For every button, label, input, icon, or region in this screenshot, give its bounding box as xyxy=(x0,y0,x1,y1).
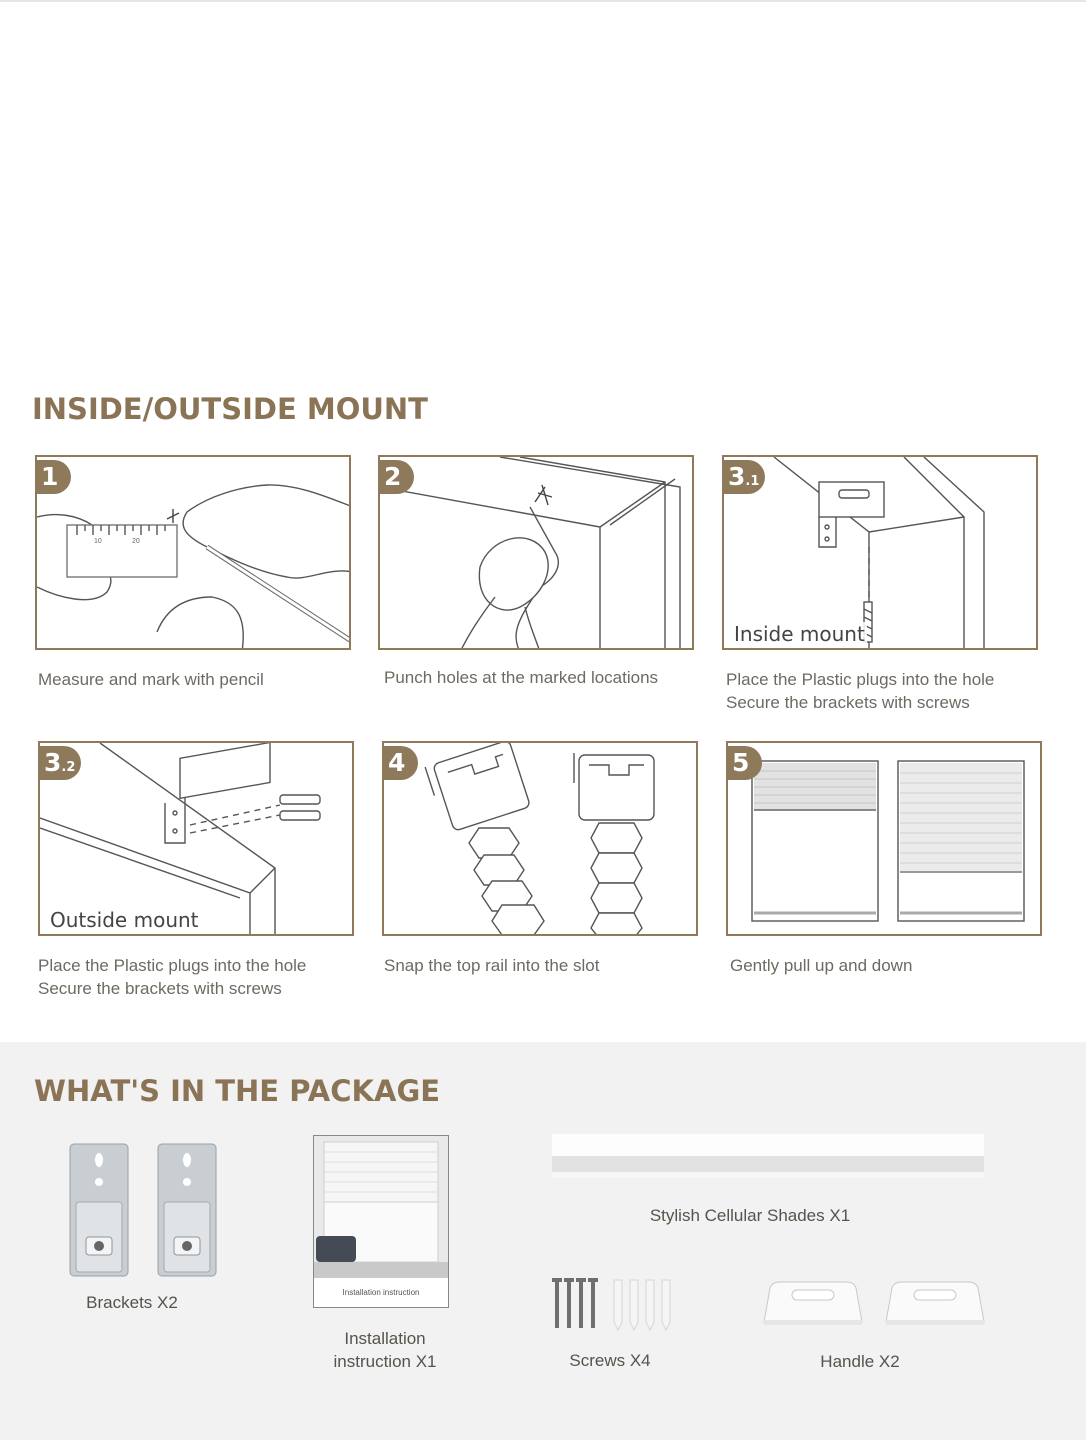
step-1-caption-line: Measure and mark with pencil xyxy=(38,670,264,689)
instruction-label-line-2: instruction X1 xyxy=(333,1352,437,1371)
shade-window-icon xyxy=(752,761,878,921)
step-3-1-badge xyxy=(724,460,765,494)
step-3-1-panel xyxy=(722,455,1038,650)
step-3-2-badge xyxy=(40,746,81,780)
screws-image xyxy=(550,1278,684,1332)
step-2-number: 2 xyxy=(384,462,402,491)
ruler-tick-10: 10 xyxy=(94,538,102,545)
step-2-panel xyxy=(378,455,694,650)
step-5-caption xyxy=(730,954,912,977)
step-1-number: 1 xyxy=(41,462,59,491)
step-5-badge xyxy=(728,746,762,780)
shades-label-text: Stylish Cellular Shades X1 xyxy=(649,1206,851,1225)
step-5-caption-line: Gently pull up and down xyxy=(730,956,913,975)
cellular-shade-image xyxy=(552,1134,984,1182)
booklet-cover-icon xyxy=(314,1136,448,1278)
screws-label-text: Screws X4 xyxy=(569,1351,651,1370)
handle-icon xyxy=(764,1282,862,1325)
step-3-2-number: 3 xyxy=(44,748,62,777)
step-3-1-number: 3 xyxy=(728,462,746,491)
install-title: INSIDE/OUTSIDE MOUNT xyxy=(32,392,428,426)
step-3-1-caption xyxy=(726,668,994,714)
step-4-panel xyxy=(382,741,698,936)
step-4-number: 4 xyxy=(388,748,406,777)
wall-plug-icon xyxy=(614,1280,670,1330)
step-4-badge xyxy=(384,746,418,780)
package-title: WHAT'S IN THE PACKAGE xyxy=(34,1074,441,1108)
package-section xyxy=(0,1042,1086,1440)
step-1-caption xyxy=(38,668,264,691)
pull-shade-illustration xyxy=(728,743,1042,936)
step-3-1-caption-line-1: Place the Plastic plugs into the hole xyxy=(726,670,995,689)
measure-mark-illustration xyxy=(37,457,351,650)
drill-holes-illustration xyxy=(380,457,694,650)
step-2-caption-line: Punch holes at the marked locations xyxy=(384,668,659,687)
ruler-tick-20: 20 xyxy=(132,538,140,545)
ruler-icon xyxy=(67,525,177,577)
bracket-icon xyxy=(180,743,270,798)
step-4-caption xyxy=(384,954,599,977)
step-1-panel xyxy=(35,455,351,650)
hexagon-shade-icon xyxy=(469,828,544,935)
instruction-label xyxy=(315,1327,455,1373)
step-2-badge xyxy=(380,460,414,494)
step-4-caption-line: Snap the top rail into the slot xyxy=(384,956,600,975)
brackets-label-text: Brackets X2 xyxy=(86,1293,178,1312)
bracket-icon xyxy=(70,1144,128,1276)
instruction-label-line-1: Installation xyxy=(344,1329,426,1348)
brackets-image xyxy=(68,1142,220,1280)
step-3-2-panel xyxy=(38,741,354,936)
shades-label xyxy=(600,1204,900,1227)
screws-label xyxy=(540,1349,680,1372)
step-1-badge xyxy=(37,460,71,494)
bracket-icon xyxy=(819,482,884,517)
handles-image xyxy=(762,1280,986,1326)
step-3-2-subnumber: .2 xyxy=(61,760,76,775)
top-rail-icon xyxy=(433,743,531,831)
inside-mount-label: Inside mount xyxy=(734,622,865,646)
step-3-2-caption-line-1: Place the Plastic plugs into the hole xyxy=(38,956,307,975)
screw-icon xyxy=(552,1278,598,1328)
step-3-2-caption xyxy=(38,954,306,1000)
snap-rail-illustration xyxy=(384,743,698,936)
step-2-caption xyxy=(384,666,658,689)
instruction-booklet-image xyxy=(313,1135,449,1308)
outside-mount-label: Outside mount xyxy=(50,908,199,932)
step-3-1-subnumber: .1 xyxy=(745,474,760,489)
brackets-label xyxy=(62,1291,202,1314)
step-3-2-caption-line-2: Secure the brackets with screws xyxy=(38,979,282,998)
handles-label xyxy=(790,1350,930,1373)
step-5-panel xyxy=(726,741,1042,936)
top-divider xyxy=(0,0,1086,2)
screw-icon xyxy=(280,795,320,804)
step-3-1-caption-line-2: Secure the brackets with screws xyxy=(726,693,970,712)
right-hand-icon xyxy=(183,485,351,578)
booklet-text: Installation instruction xyxy=(342,1288,420,1297)
step-5-number: 5 xyxy=(732,748,750,777)
handles-label-text: Handle X2 xyxy=(820,1352,900,1371)
